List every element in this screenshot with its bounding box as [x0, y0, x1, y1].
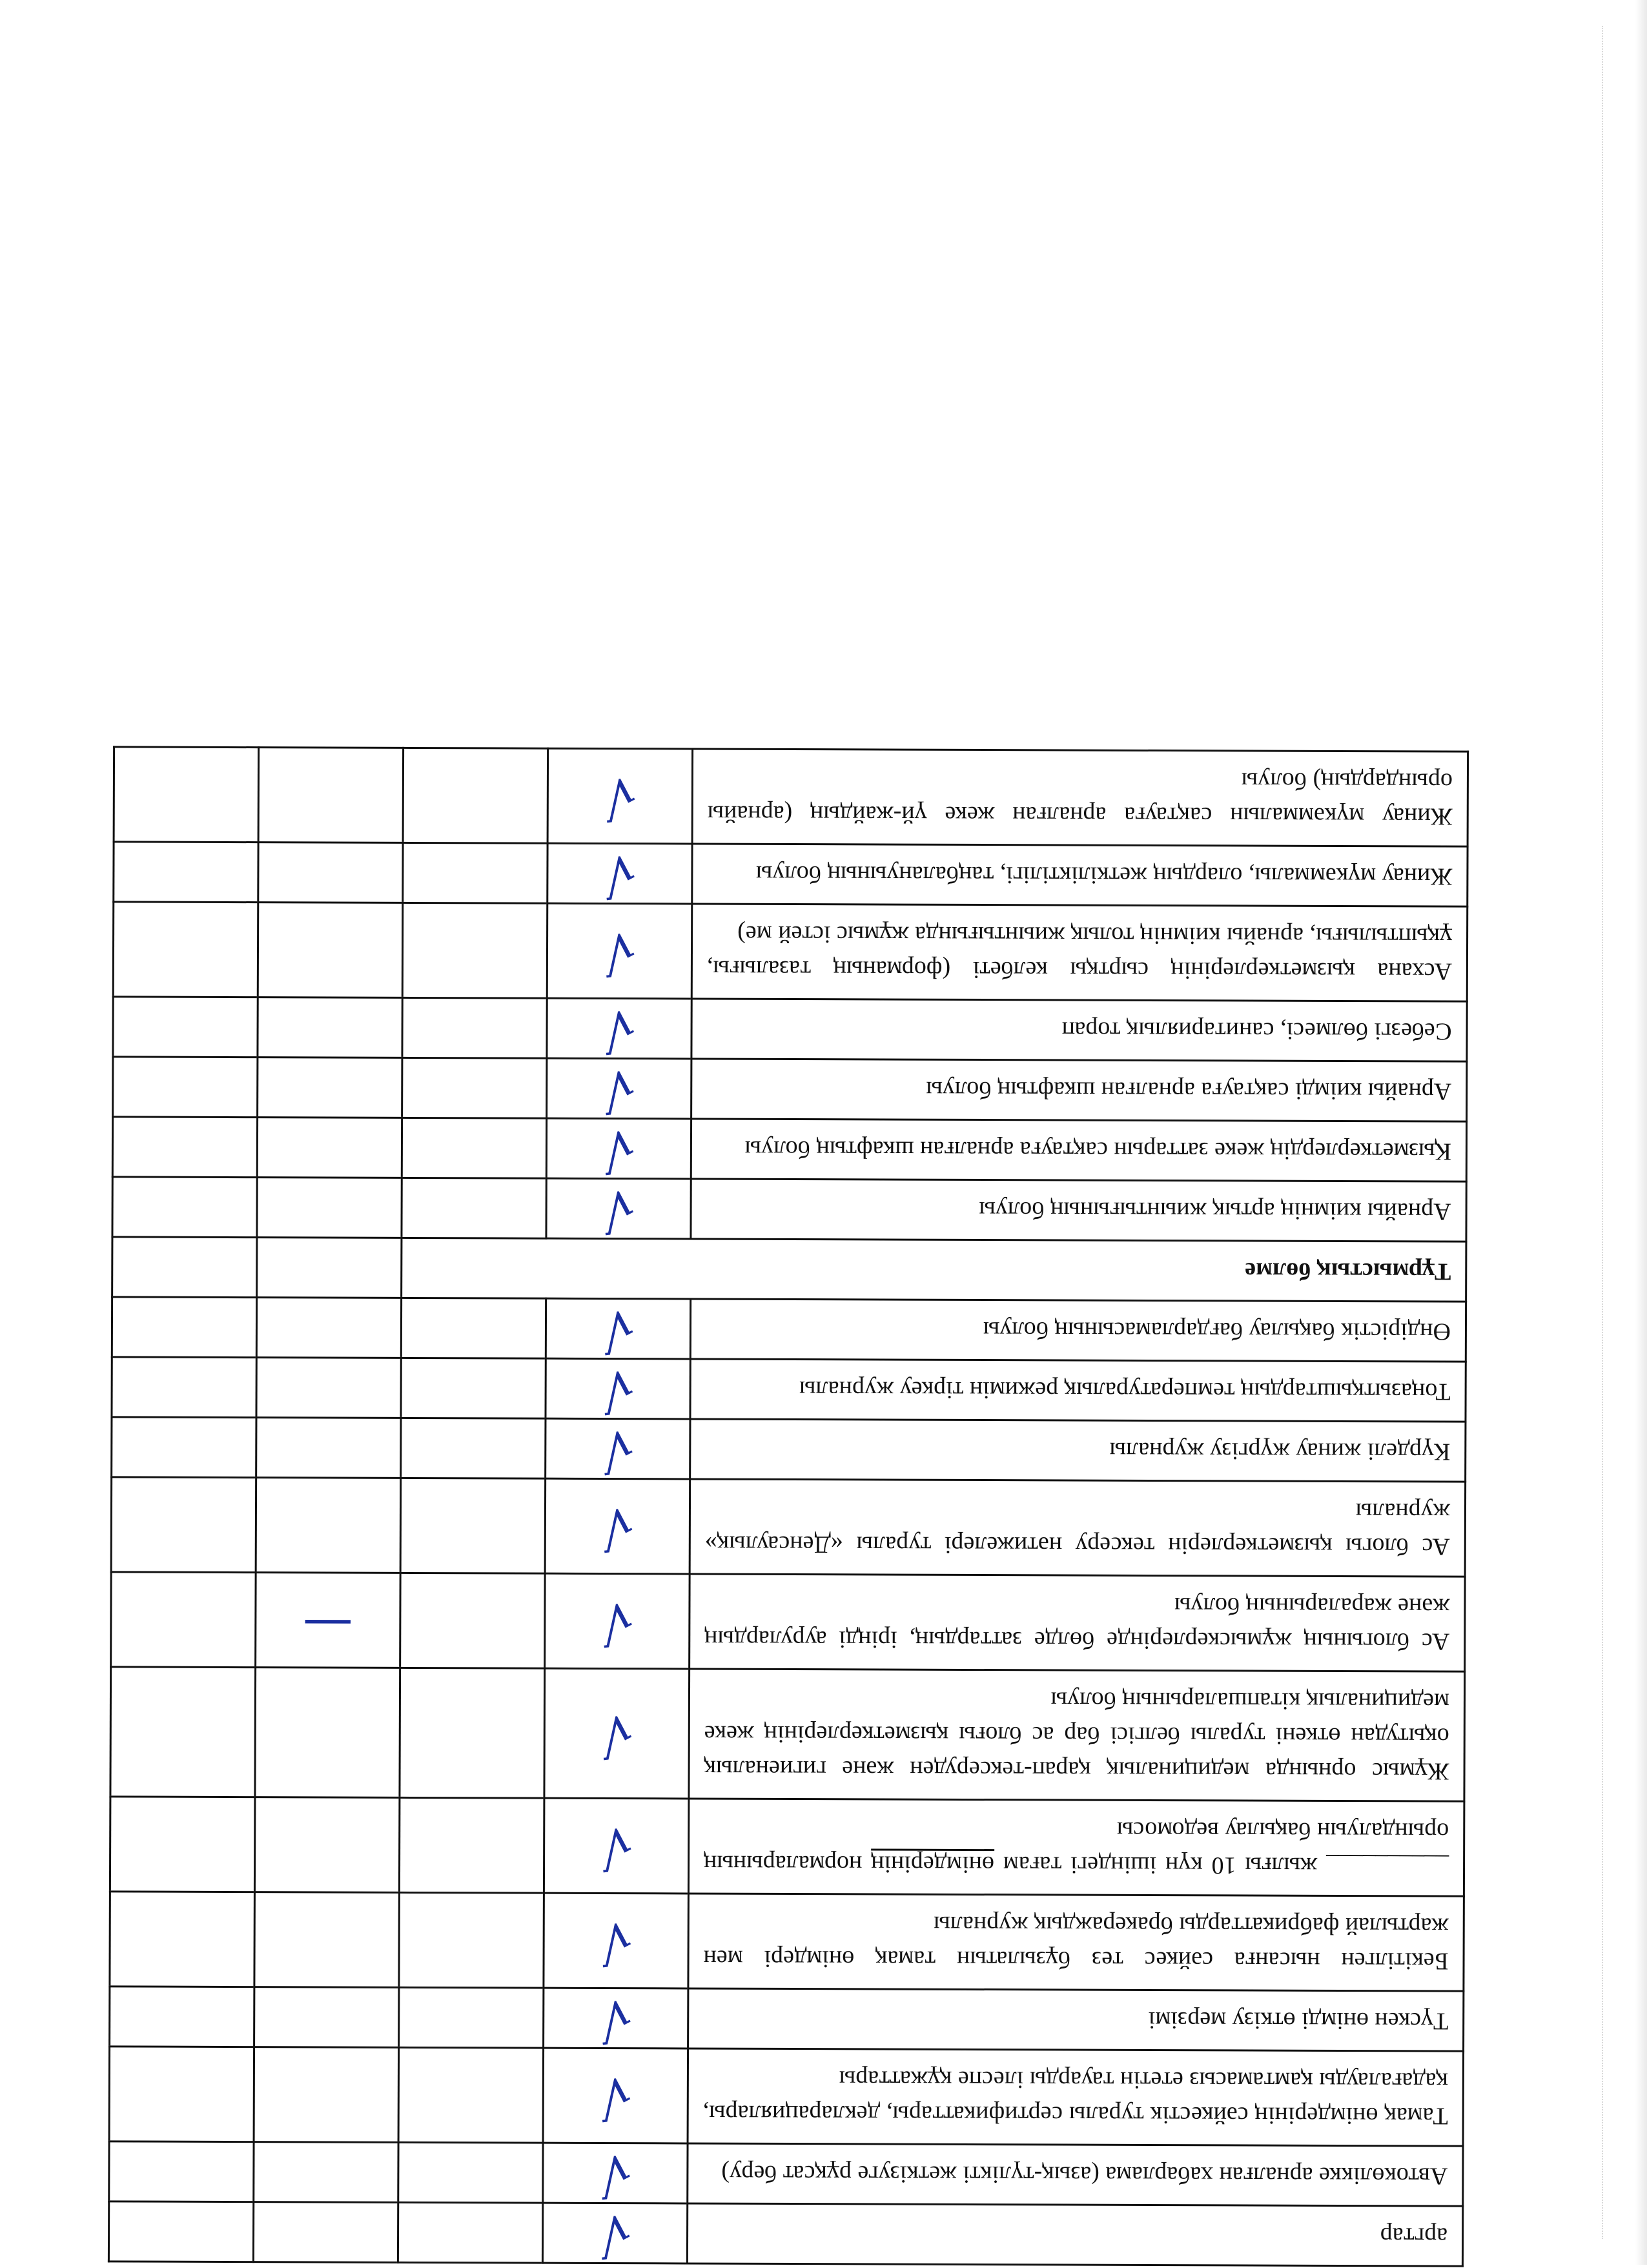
check-cell: [543, 1988, 688, 2048]
row-text: Ас блогы қызметкерлерін тексеру нәтижелері туралы «Денсаулық» журналы: [690, 1479, 1466, 1577]
date-blank: __________: [1325, 1852, 1449, 1880]
empty-cell: [401, 1358, 546, 1418]
empty-cell: [401, 1418, 546, 1478]
check-mark: √: [596, 1815, 637, 1878]
row-text: Арнайы киімнің артық жиынтығының болуы: [691, 1179, 1466, 1241]
check-mark: √: [595, 2065, 635, 2128]
empty-cell: [113, 997, 258, 1057]
table-row: [111, 1572, 1466, 1671]
row-text: Жұмыс орнында медициналық қарап-тексеруден және гигиеналық оқытудан өткені туралы белгісі бар ас блоғы қызметкерлерінің жеке медициналық кітапшаларының болуы: [689, 1669, 1465, 1801]
text-part: 10 күн ішіндегі тағам: [1003, 1851, 1236, 1879]
underlined-word: өнімдерінің: [871, 1848, 994, 1878]
empty-cell: [400, 1668, 545, 1798]
empty-cell: [110, 1987, 254, 2047]
section-row: [112, 1237, 1466, 1302]
row-text: Себезгі бөлмесі, санитариялық торап: [691, 999, 1467, 1061]
empty-cell: [112, 1357, 256, 1418]
empty-cell: [255, 1668, 400, 1798]
check-mark: √: [600, 766, 640, 828]
empty-cell: [401, 1298, 546, 1358]
check-mark: √: [595, 1988, 636, 2050]
check-mark: √: [600, 843, 640, 906]
check-cell: [546, 1118, 691, 1179]
row-text-ration: [688, 1799, 1464, 1896]
empty-cell: [111, 1477, 256, 1573]
empty-cell: [258, 843, 403, 903]
table-row: [112, 1297, 1466, 1362]
check-cell: [544, 1668, 690, 1799]
check-cell: [544, 1798, 688, 1894]
check-cell: [547, 903, 691, 999]
check-mark: √: [597, 1496, 638, 1558]
check-cell: [542, 2203, 687, 2263]
check-cell: [545, 1478, 690, 1574]
empty-cell: [254, 1987, 399, 2048]
empty-cell: [110, 1892, 254, 1987]
table-row: [110, 1667, 1465, 1801]
row-text: Ас блогының жұмыскерлерінде бөлде заттардың, іріңді аурулардың және жараларының болуы: [690, 1574, 1466, 1671]
row-text: аргтар: [687, 2203, 1462, 2266]
row-text: Тамақ өнімдерінің сәйкестік туралы сертификаттары, декларациялары, қадағалауды қамтамасыз ететін тауарды ілеспе құжаттары: [688, 2048, 1464, 2146]
empty-cell: [112, 1237, 257, 1298]
row-text: Өндірістік бақылау бағдарламасының болуы: [690, 1299, 1466, 1362]
check-cell: [543, 2048, 688, 2143]
empty-cell: [114, 842, 258, 903]
table-row: [111, 1477, 1466, 1577]
empty-cell: [257, 1238, 402, 1298]
empty-cell: [256, 1358, 401, 1418]
check-cell: [544, 1893, 688, 1988]
check-cell: [547, 1058, 691, 1119]
check-cell: [546, 1298, 690, 1359]
check-cell: [546, 1178, 691, 1239]
text-part: нормаларының орындалуын бақылау ведомосы: [703, 1816, 1449, 1878]
empty-cell: [113, 902, 258, 997]
table-row: [112, 1417, 1466, 1482]
empty-cell: [254, 2047, 398, 2143]
row-text: Жинау мүкәммалы, олардың жеткіліктілігі, таңбалануының болуы: [692, 844, 1468, 906]
empty-cell: [110, 1797, 254, 1892]
check-mark: √: [597, 1703, 637, 1766]
empty-cell: [258, 903, 402, 998]
empty-cell: [256, 1298, 401, 1358]
empty-cell: [258, 997, 402, 1058]
check-mark: √: [595, 2143, 635, 2205]
check-mark: √: [598, 1118, 639, 1181]
empty-cell: [256, 1418, 401, 1478]
table-row: [110, 1987, 1464, 2051]
section-title: Тұрмыстық бөлме: [402, 1238, 1466, 1302]
dash-mark: —: [302, 1595, 353, 1654]
empty-cell: [256, 1478, 400, 1573]
empty-cell: [400, 1478, 545, 1573]
dash-cell: [256, 1573, 400, 1668]
row-text: Түскен өнімді өткізу мерзімі: [688, 1988, 1463, 2051]
empty-cell: [110, 1667, 256, 1797]
table-row: [112, 1357, 1466, 1422]
empty-cell: [398, 2202, 542, 2263]
check-mark: √: [599, 921, 640, 983]
empty-cell: [254, 1892, 399, 1988]
row-text: Бекітілген нысанға сәйкес тез бұзылатын тамақ өнімдері мен жартылай фабрикаттарды бракераждық журналы: [688, 1894, 1464, 1991]
text-part: жылғы: [1245, 1852, 1318, 1879]
check-cell: [546, 1358, 690, 1419]
check-cell: [547, 998, 691, 1059]
empty-cell: [402, 1057, 547, 1118]
table-row: [109, 2047, 1464, 2146]
empty-cell: [254, 2142, 398, 2203]
check-mark: √: [598, 1178, 639, 1241]
table-row: [114, 747, 1468, 846]
empty-cell: [254, 1797, 399, 1893]
row-text: Автокөлікке арналған хабарлама (азық-түлікті жеткізуге рұқсат беру): [688, 2143, 1463, 2206]
empty-cell: [112, 1297, 256, 1358]
check-cell: [546, 1418, 690, 1479]
check-mark: √: [597, 1418, 638, 1481]
empty-cell: [258, 1057, 402, 1118]
check-cell: [547, 843, 692, 904]
check-mark: √: [598, 1298, 639, 1361]
empty-cell: [402, 903, 547, 998]
row-text: Жинау мүкәммалын сақтауға арналған жеке үй-жайдың (арнайы орындардың) болуы: [692, 749, 1468, 846]
empty-cell: [108, 2202, 253, 2262]
check-cell: [545, 1573, 690, 1669]
table-row: [110, 1892, 1464, 1991]
check-mark: √: [596, 1910, 636, 1973]
empty-cell: [403, 843, 547, 903]
table-row: [113, 1057, 1467, 1121]
empty-cell: [400, 1573, 545, 1668]
check-mark: √: [597, 1591, 637, 1653]
row-text: Күрделі жинау жүргізу журналы: [690, 1419, 1466, 1482]
empty-cell: [402, 997, 547, 1058]
empty-cell: [399, 1987, 544, 2048]
empty-cell: [257, 1118, 402, 1178]
empty-cell: [402, 1118, 546, 1178]
empty-cell: [403, 748, 547, 843]
empty-cell: [109, 2141, 254, 2202]
check-mark: √: [595, 2203, 635, 2265]
table-row: [113, 997, 1467, 1061]
table-row: [114, 842, 1468, 906]
empty-cell: [109, 2047, 254, 2142]
empty-cell: [398, 2047, 543, 2143]
table-row: [112, 1177, 1466, 1241]
check-cell: [547, 748, 692, 844]
empty-cell: [402, 1178, 546, 1238]
row-text: Қызметкерлердің жеке заттарын сақтауға арналған шкафтың болуы: [691, 1119, 1466, 1181]
row-text: Асхана қызметкерлерінің сыртқы келбеті (форманың тазалығы, ұқыптылығы, арнайы киімнің толық жиынтығында жұмыс істей ме): [691, 904, 1468, 1001]
table-row: [108, 2202, 1462, 2266]
empty-cell: [112, 1117, 257, 1178]
check-mark: √: [599, 998, 639, 1061]
table-row: [109, 2141, 1463, 2206]
table-row: [112, 1117, 1466, 1181]
table-row: [110, 1797, 1464, 1896]
check-cell: [543, 2143, 688, 2203]
empty-cell: [111, 1572, 256, 1668]
row-text: Тоңазытқыштардың температуралық режимін тіркеу журналы: [690, 1359, 1466, 1422]
empty-cell: [399, 1797, 544, 1893]
empty-cell: [258, 748, 403, 843]
empty-cell: [114, 747, 258, 843]
empty-cell: [257, 1178, 402, 1238]
empty-cell: [112, 1417, 256, 1478]
empty-cell: [113, 1057, 258, 1118]
check-mark: √: [598, 1358, 638, 1421]
checklist-table: [108, 746, 1469, 2267]
table-row: [113, 902, 1468, 1001]
empty-cell: [112, 1177, 257, 1238]
empty-cell: [398, 2142, 543, 2203]
row-text: Арнайы киімді сақтауға арналған шкафтың болуы: [691, 1059, 1466, 1121]
check-mark: √: [598, 1058, 639, 1121]
empty-cell: [399, 1892, 544, 1988]
empty-cell: [253, 2202, 398, 2263]
